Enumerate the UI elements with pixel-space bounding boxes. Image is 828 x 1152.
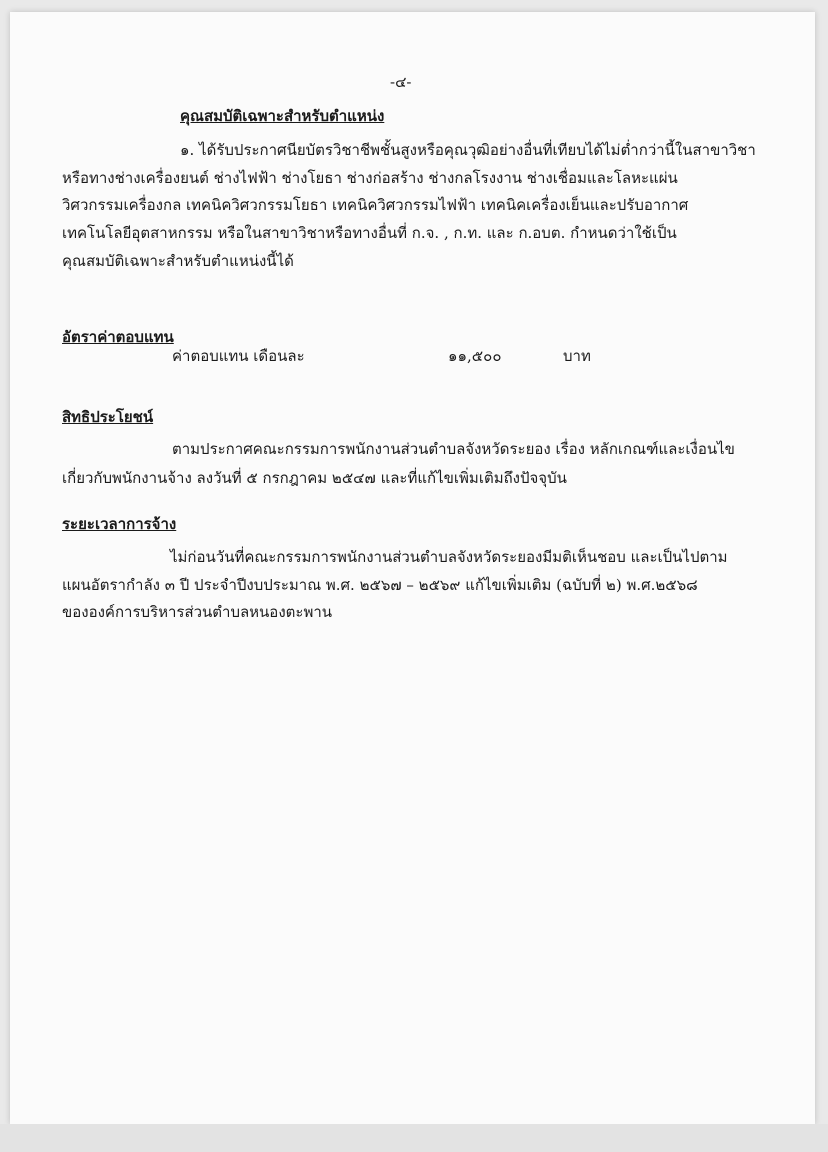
qualifications-heading: คุณสมบัติเฉพาะสำหรับตำแหน่ง bbox=[180, 107, 385, 125]
compensation-amount: ๑๑,๕๐๐ bbox=[448, 347, 502, 365]
benefits-line-1: ตามประกาศคณะกรรมการพนักงานส่วนตำบลจังหวัดระยอง เรื่อง หลักเกณฑ์และเงื่อนไข bbox=[172, 440, 735, 458]
qualifications-line-4: เทคโนโลยีอุตสาหกรรม หรือในสาขาวิชาหรือทางอื่นที่ ก.จ. , ก.ท. และ ก.อบต. กำหนดว่าใช้เป็น bbox=[62, 224, 677, 242]
employment-period-line-1: ไม่ก่อนวันที่คณะกรรมการพนักงานส่วนตำบลจังหวัดระยองมีมติเห็นชอบ และเป็นไปตาม bbox=[170, 548, 728, 566]
compensation-unit: บาท bbox=[563, 347, 591, 365]
qualifications-line-2: หรือทางช่างเครื่องยนต์ ช่างไฟฟ้า ช่างโยธา ช่างก่อสร้าง ช่างกลโรงงาน ช่างเชื่อมและโลหะแผ่น bbox=[62, 169, 678, 187]
qualifications-line-3: วิศวกรรมเครื่องกล เทคนิควิศวกรรมโยธา เทคนิควิศวกรรมไฟฟ้า เทคนิคเครื่องเย็นและปรับอากาศ bbox=[62, 196, 689, 214]
page-edge-shadow bbox=[0, 1124, 828, 1152]
benefits-heading: สิทธิประโยชน์ bbox=[62, 408, 154, 426]
page-number: -๔- bbox=[390, 73, 412, 91]
benefits-line-2: เกี่ยวกับพนักงานจ้าง ลงวันที่ ๕ กรกฎาคม ๒๕๔๗ และที่แก้ไขเพิ่มเติมถึงปัจจุบัน bbox=[62, 469, 567, 487]
compensation-heading: อัตราค่าตอบแทน bbox=[62, 328, 174, 346]
compensation-label: ค่าตอบแทน เดือนละ bbox=[172, 347, 305, 365]
qualifications-line-5: คุณสมบัติเฉพาะสำหรับตำแหน่งนี้ได้ bbox=[62, 252, 294, 270]
qualifications-line-1: ๑. ได้รับประกาศนียบัตรวิชาชีพชั้นสูงหรือคุณวุฒิอย่างอื่นที่เทียบได้ไม่ต่ำกว่านี้ในสาขาวิชา bbox=[180, 141, 756, 159]
employment-period-line-2: แผนอัตรากำลัง ๓ ปี ประจำปีงบประมาณ พ.ศ. ๒๕๖๗ – ๒๕๖๙ แก้ไขเพิ่มเติม (ฉบับที่ ๒) พ.ศ.๒๕๖๘ bbox=[62, 576, 698, 594]
employment-period-line-3: ขององค์การบริหารส่วนตำบลหนองตะพาน bbox=[62, 603, 333, 621]
employment-period-heading: ระยะเวลาการจ้าง bbox=[62, 515, 177, 533]
